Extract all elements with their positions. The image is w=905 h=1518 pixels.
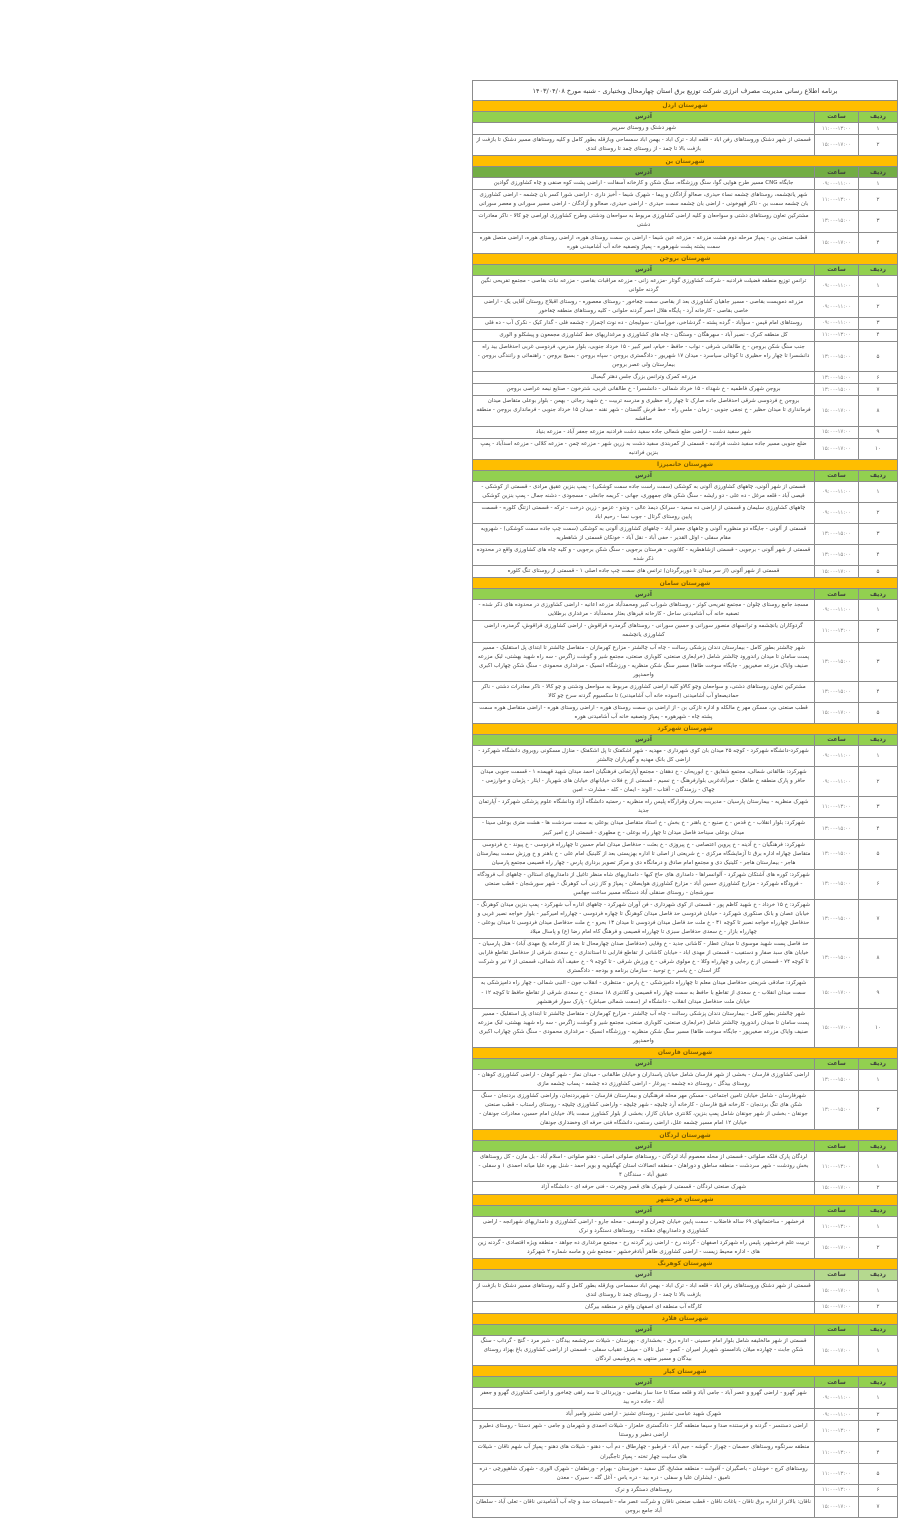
address-cell: کل منطقه کنرک - نصیر آباد - سهرهگان - وستگان - چاه های کشاورزی و مرغداریهای خط کشاورزی مجمعون و پیشکلو و الوری bbox=[473, 329, 815, 341]
section-header: شهرستان اردل bbox=[473, 101, 898, 112]
address-cell: شهرکرد-دانشگاه شهرکرد - کوچه ۲۵ میدان بان کوی شهرداری - مهدیه - شهر اشکفتک تا پل اشکفتک - منازل مسکونی روبروی دانشگاه شهرکرد - اراضی کل بانک مهدیه و گهرباران چالشتر bbox=[473, 746, 815, 767]
time-cell: ۱۵:۰۰-۱۷:۰۰ bbox=[815, 396, 859, 426]
address-cell: شهرک صنعتی لردگان - قسمتی از شهرک های قصر وچغرت - فنی حرفه ای - دانشگاه آزاد bbox=[473, 1182, 815, 1194]
time-cell: ۱۳:۰۰-۱۵:۰۰ bbox=[815, 342, 859, 372]
address-cell: مزرعه کمرک وترانس بزرگ جلس دهتر گیمبال bbox=[473, 372, 815, 384]
table-row bbox=[473, 1421, 898, 1442]
table-row bbox=[473, 1182, 898, 1194]
row-number-cell: ۱ bbox=[859, 1069, 898, 1090]
address-cell: جایگاه CNG مسیر طرح هوایی گوا، سنگ ورزشگاه، سنگ شکن و کارخانه آسفالت - اراضی پشت کوه صنفی و چاه کشاورزی گوادین bbox=[473, 178, 815, 190]
row-number-cell: ۴ bbox=[859, 329, 898, 341]
address-cell: ضلع جنوبی مسیر جاده سفید دشت فرادنبه - قسمتی از کمربندی سفید دشت به زرین شهر - مزرعه چمن - مزرعه کلالی - مزرعه اسدآباد - پمپ بنزین فرادنبه bbox=[473, 438, 815, 459]
table-row bbox=[473, 317, 898, 329]
table-row bbox=[473, 502, 898, 523]
table-row bbox=[473, 329, 898, 341]
address-cell: شهرکرد: بلوار انقلاب - خ قدس - خ صنیع - خ باهنر - خ بخش - خ استاد متقاصل میدان بوعلی به سمت سردشت ها - هشت متری بوعلی سینا - میدان بوعلی سیناحد فاصل میدان تا چهار راه بوعلی - خ مطهری - قسمتی از خ امیر کبیر bbox=[473, 818, 815, 839]
table-row bbox=[473, 1237, 898, 1258]
row-number-cell: ۴ bbox=[859, 232, 898, 253]
row-number-cell: ۱ bbox=[859, 746, 898, 767]
time-cell: ۱۳:۰۰-۱۵:۰۰ bbox=[815, 899, 859, 938]
column-header-row bbox=[473, 264, 898, 275]
time-cell: ۱۱:۰۰-۱۳:۰۰ bbox=[815, 329, 859, 341]
time-cell: ۱۵:۰۰-۱۷:۰۰ bbox=[815, 1301, 859, 1313]
time-cell: ۱۱:۰۰-۱۳:۰۰ bbox=[815, 797, 859, 818]
time-cell: ۰۹:۰۰-۱۱:۰۰ bbox=[815, 1388, 859, 1409]
address-cell: گردوکاران یانچشمه و ترانسهای منصور سورانی و حسین سورانی - روستاهای گرمدره قراقوش - اراضی کشاورزی قراقوش، گرمدره، اراضی کشاورزی یانچشمه bbox=[473, 621, 815, 642]
row-number-cell: ۱۰ bbox=[859, 438, 898, 459]
table-row bbox=[473, 211, 898, 232]
table-row bbox=[473, 1091, 898, 1130]
section-row bbox=[473, 578, 898, 589]
row-number-cell: ۲ bbox=[859, 135, 898, 156]
time-cell: ۱۳:۰۰-۱۵:۰۰ bbox=[815, 545, 859, 566]
table-row bbox=[473, 1280, 898, 1301]
time-header: ساعت bbox=[815, 470, 859, 481]
section-header: شهرستان کیار bbox=[473, 1366, 898, 1377]
address-cell: جنب سنگ شکن بروجن - خ طالقانی شرقی - نواب - حافظ - خیام، امیر کبیر - ۱۵ خرداد جنوبی، بلوار مدرس، فردوسی غربی احدفاصل بید راه دانشسرا تا چهار راه حظیری تا کوتالی سیاسرد - میدان ۱۷ شهریور - دادگستری بروجن - سپاه بروجن - بسیج بروجن - راهنمائی و رانندگی بروجن - بیمارستان ولی عصر بروجن bbox=[473, 342, 815, 372]
row-number-cell: ۵ bbox=[859, 1463, 898, 1484]
row-number-cell: ۲ bbox=[859, 502, 898, 523]
table-row bbox=[473, 1463, 898, 1484]
table-row bbox=[473, 1152, 898, 1182]
address-cell: شهر گهرو - اراضی گهرو و عصر آباد - جامی آباد و قلعه ممکا تا حدا سار بقاصی - وزیردالی تا سه راهی چغاخور و اراضی کشاورزی گهرو و جعفر آباد - جاده دره بید bbox=[473, 1388, 815, 1409]
row-number-cell: ۳ bbox=[859, 1421, 898, 1442]
section-row bbox=[473, 1194, 898, 1205]
row-header: ردیف bbox=[859, 1324, 898, 1335]
table-row bbox=[473, 1388, 898, 1409]
address-header: آدرس bbox=[473, 470, 815, 481]
time-cell: ۱۱:۰۰-۱۳:۰۰ bbox=[815, 621, 859, 642]
time-cell: ۱۵:۰۰-۱۷:۰۰ bbox=[815, 1335, 859, 1365]
row-number-cell: ۲ bbox=[859, 190, 898, 211]
row-number-cell: ۱ bbox=[859, 275, 898, 296]
address-header: آدرس bbox=[473, 167, 815, 178]
time-header: ساعت bbox=[815, 1058, 859, 1069]
time-cell: ۱۳:۰۰-۱۵:۰۰ bbox=[815, 818, 859, 839]
time-cell: ۱۱:۰۰-۱۳:۰۰ bbox=[815, 1484, 859, 1496]
row-number-cell: ۲ bbox=[859, 296, 898, 317]
row-header: ردیف bbox=[859, 112, 898, 123]
address-cell: روستاهای امام قیس - سوآباد - گرده پشته - گردشاخی، خوراسان - سولیجان - ده نوت اچمزار - چشمه فلی - گدار کیک - نکرک آب - ده فلی bbox=[473, 317, 815, 329]
row-number-cell: ۱ bbox=[859, 178, 898, 190]
section-row bbox=[473, 1313, 898, 1324]
time-cell: ۱۳:۰۰-۱۵:۰۰ bbox=[815, 1091, 859, 1130]
column-header-row bbox=[473, 1058, 898, 1069]
time-header: ساعت bbox=[815, 167, 859, 178]
time-cell: ۱۵:۰۰-۱۷:۰۰ bbox=[815, 438, 859, 459]
address-cell: روستاهای دستگرد و نرک bbox=[473, 1484, 815, 1496]
table-row bbox=[473, 438, 898, 459]
table-row bbox=[473, 545, 898, 566]
row-header: ردیف bbox=[859, 167, 898, 178]
time-cell: ۱۱:۰۰-۱۳:۰۰ bbox=[815, 1442, 859, 1463]
address-cell: شهرکرد: فرهنگیان - خ آدینه - خ پروین اعتصامی - خ پیروزی - خ بعثت - حدفاصل میدان امام حسین تا چهارراه فردوسی - خ پیوند - خ فردوسی متقاصل چهاراه اداره برق تا آزمایشگاه مرکزی - خ شریعتی از اصلی تا اداره بهزیستی بعد از کلینیک امام علی - خ باهنر و خ ورزش سمت بیمارستان هاجر - بیمارستان هاجر - کلینیک دی و مجتمع امام صادق و درمانگاه دی و مرکز تصویر برداری پارس - چهار راه قصیمی مجتمع پارسیان bbox=[473, 839, 815, 869]
table-row bbox=[473, 1008, 898, 1047]
table-row bbox=[473, 481, 898, 502]
section-header: شهرستان کوهرنگ bbox=[473, 1258, 898, 1269]
section-row bbox=[473, 1130, 898, 1141]
row-number-cell: ۳ bbox=[859, 317, 898, 329]
section-header: شهرستان سامان bbox=[473, 578, 898, 589]
row-number-cell: ۲ bbox=[859, 1182, 898, 1194]
section-header: شهرستان فرخشهر bbox=[473, 1194, 898, 1205]
address-cell: شهرکرد: صادقی شریعتی حدفاصل میدان معلم تا چهارراه دامپزشکی - خ پارس - منتظری - انقلاب جون - النبی شمالی - چهار راه دامپزشکی به سمت میدان انقلاب - خ سعدی از تقاطع با حافظ به سمت چهار راه قصیمی و کلانتری ۱۸ سعدی - خ سعدی شرقی از تقاطع حافظ تا کوچه ۱۲ - خیابان ملت حدفاصل میدان انقلاب - دانشگاه لر (سمت شمالی صباش) - پارک سوار فرهنشهر bbox=[473, 978, 815, 1008]
row-number-cell: ۱ bbox=[859, 123, 898, 135]
column-header-row bbox=[473, 589, 898, 600]
time-header: ساعت bbox=[815, 1269, 859, 1280]
row-number-cell: ۹ bbox=[859, 978, 898, 1008]
address-header: آدرس bbox=[473, 1058, 815, 1069]
row-number-cell: ۵ bbox=[859, 342, 898, 372]
row-number-cell: ۱ bbox=[859, 1216, 898, 1237]
time-cell: ۱۳:۰۰-۱۵:۰۰ bbox=[815, 681, 859, 702]
row-number-cell: ۴ bbox=[859, 545, 898, 566]
time-cell: ۱۵:۰۰-۱۷:۰۰ bbox=[815, 702, 859, 723]
column-header-row bbox=[473, 1324, 898, 1335]
time-cell: ۱۵:۰۰-۱۷:۰۰ bbox=[815, 978, 859, 1008]
schedule-table-body bbox=[473, 101, 898, 1518]
table-row bbox=[473, 939, 898, 978]
column-header-row bbox=[473, 167, 898, 178]
address-cell: مسجد جامع روستای چلوان - مجتمع تفریحی کوثر - روستاهای شوراب کبیر ومحمدآباد مزرعه اعانیه - اراضی کشاورزی در محدوده های ذکر شده - تصفیه خانه آب آشامیدنی ساحل - کارخانه قیرهای بعثار محمدآباد - مرغداری برطلایی bbox=[473, 600, 815, 621]
address-header: آدرس bbox=[473, 1205, 815, 1216]
table-row bbox=[473, 978, 898, 1008]
time-cell: ۱۳:۰۰-۱۵:۰۰ bbox=[815, 839, 859, 869]
row-number-cell: ۳ bbox=[859, 211, 898, 232]
row-number-cell: ۷ bbox=[859, 384, 898, 396]
time-cell: ۰۹:۰۰-۱۱:۰۰ bbox=[815, 296, 859, 317]
address-cell: چاههای کشاورزی سلیمان و قسمتی از اراضی ده سعید - سرانک دیمذ عالی - وندو - عزمو - زرین درخت - ترکه - قسمتی ازتنگ کلوره - قسمت پایین روستای گرتال - جوب نسا - رحیم اباد bbox=[473, 502, 815, 523]
row-number-cell: ۴ bbox=[859, 681, 898, 702]
section-header: شهرستان شهرکرد bbox=[473, 724, 898, 735]
time-header: ساعت bbox=[815, 1141, 859, 1152]
table-row bbox=[473, 1484, 898, 1496]
row-number-cell: ۲ bbox=[859, 621, 898, 642]
address-cell: اراضی کشاورزی فارسان - بخشی از شهر فارسان شامل خیابان پاسداران و خیابان طالقانی - میدان نماز - شهر کوهان - اراضی کشاورزی کوهان - روستای بیدگل - روستای ده چشمه - پیرغار - اراضی کشاورزی ده چشمه - پساب چشمه مازی bbox=[473, 1069, 815, 1090]
time-header: ساعت bbox=[815, 735, 859, 746]
row-number-cell: ۲ bbox=[859, 767, 898, 797]
address-cell: شهرک شهید عباسی تشنیز - روستای تشنیز - اراضی تشنیز وامیر آباد bbox=[473, 1409, 815, 1421]
row-number-cell: ۴ bbox=[859, 1442, 898, 1463]
time-cell: ۱۵:۰۰-۱۷:۰۰ bbox=[815, 1237, 859, 1258]
section-header: شهرستان لردگان bbox=[473, 1130, 898, 1141]
address-cell: شهرک منظریه - بیمارستان پارسیان - مدیریت بحران وقرارگاه پلیس راه منظریه - رحمتیه دانشگاه آزاد ودانشگاه علوم پزشکی شهرکرد - آپارتمان جدید bbox=[473, 797, 815, 818]
address-cell: کارگاه آب منطقه ای اصفهان واقع در منطقه بیرگان bbox=[473, 1301, 815, 1313]
address-cell: شهرکرد: خ ۱۵ خرداد - خ شهید کاظم پور - قسمتی از کوی شهرداری - فن آوران شهرکرد - چاههای اداره آب شهرکرد - پمپ بنزین میدان کوهرنگ - خیابان عصان و بانک صنکوری شهرکرد - خیابان فردوسی حد فاصل میدان کوهرنگ تا چهاره فردوسی - چهارراه امیرکبیر - بلوار خواجه نصیر غربی و حدفاصل چهارراه خواجه نصیر تا کوچه ۳۱ - خ ملت حد فاصل میدان فردوسی تا میدان ۱۳ بحرو - خ ملت حدفاصل میدان فردوسی تا میدان بوعلی - چهارراه بازار - خ سعدی حدفاصل سبزی تا چهارراه قصیمی و فرهنگ کاه امام رضا (ع) و پاسال میلاد bbox=[473, 899, 815, 938]
address-cell: بروجن شهرک فاطمیه - خ شهداء - ۱۵ خرداد شمالی - دانشسرا - خ طالقانی غربی، شترخون - صنایع نیمه عراصی بروجن bbox=[473, 384, 815, 396]
row-number-cell: ۱ bbox=[859, 481, 898, 502]
table-row bbox=[473, 621, 898, 642]
table-row bbox=[473, 426, 898, 438]
row-number-cell: ۲ bbox=[859, 1091, 898, 1130]
time-cell: ۱۱:۰۰-۱۳:۰۰ bbox=[815, 1216, 859, 1237]
row-number-cell: ۹ bbox=[859, 426, 898, 438]
section-row bbox=[473, 459, 898, 470]
address-cell: قسمتی از شهر آلونی، چاههای کشاورزی آلونی به کوشکی (سمت راست جاده سمت کوشکی) - پمپ بنزین عقیق مرادی - قسمتی از کوشکی - قیصی آباد - قلعه مرغل - ده علی - دو رایشه - سنگ شکن های جمهوری، جهانی - کریمه جانعلی - مسجودی - دشنه جمال - پمپ بنزین کوشکی bbox=[473, 481, 815, 502]
outage-schedule-document bbox=[472, 80, 897, 1518]
row-number-cell: ۱ bbox=[859, 1335, 898, 1365]
address-cell: شهر چالشتر بطور کامل - بیمارستان دندان پزشکی رسالت - چاه آب چالشتر - مزارع کهرمازان - متقاصل چالشتر تا ابتدای پل استقلیک - مسیر پست سامان تا میدان راندورود چالشتر شامل (خرابعاری صنعتی، کلوباری صنعتی، مجتمع شیر و گوشت زاگرس - سه راه شهید بهشتی، لبک مزرعه صنیف وایاک مزرعه صغیرپور - جایگاه سوخت طاها) مسیر سنگ شکن منظریه - ورزشگاه انسیک - مرغداری محمودی - سنگ شکن چهاراب اکبری واحمدپور bbox=[473, 1008, 815, 1047]
section-row bbox=[473, 253, 898, 264]
section-header: شهرستان بن bbox=[473, 156, 898, 167]
time-cell: ۱۵:۰۰-۱۷:۰۰ bbox=[815, 232, 859, 253]
time-header: ساعت bbox=[815, 1377, 859, 1388]
time-header: ساعت bbox=[815, 589, 859, 600]
address-cell: قطب صنعتی بن، مسکن مهر خ مالکله و اداره تازکی بن - از اراضی بن سمت روستای هوره - اراضی روستای هوره - اراضی متقاصل هوره سمت پشته چاه - شهرهوره - پمپاژ وتصفیه خانه آب آشامیدنی هوره bbox=[473, 702, 815, 723]
address-header: آدرس bbox=[473, 112, 815, 123]
address-cell: شهر یانچشمه، روستاهای چشمه نساء حیدری، صعالو آزادگان و پیما - شهرک شیما - آخیز داری - اراضی شورا کسر بان چشمه - اراضی کشاورزی بان چشمه سمت بن - ناکر قهوخونی - اراضی بان چشمه سمت حیدری - اراضی حیدری، صعالو و آزادگان - اراضی مسیر سورانی و معصر سورانی bbox=[473, 190, 815, 211]
column-header-row bbox=[473, 1377, 898, 1388]
row-number-cell: ۲ bbox=[859, 1301, 898, 1313]
title-row bbox=[473, 81, 898, 101]
time-cell: ۱۱:۰۰-۱۳:۰۰ bbox=[815, 190, 859, 211]
table-row bbox=[473, 566, 898, 578]
row-number-cell: ۵ bbox=[859, 702, 898, 723]
address-cell: شهر دشتک و روستای سرپیر bbox=[473, 123, 815, 135]
section-row bbox=[473, 1258, 898, 1269]
address-cell: بروجن خ فردوسی شرقی احدفاصل جاده صارک تا چهار راه حظیری و مدرسه تربیت - خ شهید رجائی - بهمن - بلوار بوعلی متقاصل میدان فرمانداری تا میدان حظیر - خ نجفی جنوبی - زمان - ملس راه - خط فرش گلستان - شهر نقنه - میدان ۱۵ خرداد جنوبی - فرمانداری بروجن - منطقه صافشه bbox=[473, 396, 815, 426]
table-row bbox=[473, 384, 898, 396]
row-number-cell: ۷ bbox=[859, 899, 898, 938]
address-cell: ناقان: بالاتر از اداره برق ناقان - باغات ناقان - قطب صنعتی ناقان و شرکت عصر ماه - تاسیسات سد و چاه آب آشامیدنی ناقان - تعلی آباد - سلطان آباد جامع بروجن bbox=[473, 1496, 815, 1517]
time-header: ساعت bbox=[815, 264, 859, 275]
time-cell: ۱۵:۰۰-۱۷:۰۰ bbox=[815, 426, 859, 438]
row-number-cell: ۲ bbox=[859, 1409, 898, 1421]
time-cell: ۱۱:۰۰-۱۳:۰۰ bbox=[815, 1152, 859, 1182]
section-header: شهرستان فارسان bbox=[473, 1047, 898, 1058]
address-cell: روستاهای کرچ - خوشان - باصگیران - آقبولت - منطقه مشایخ، گل سفید - خوزستان - بهرام - ورنطقان - شهرک الوری - شهرک شاهپورچی - دره نامیق - ایشلران علیا و سفلی - دره بید - دره یاس - آغل گله - سیرک - معدن bbox=[473, 1463, 815, 1484]
address-header: آدرس bbox=[473, 264, 815, 275]
row-header: ردیف bbox=[859, 1141, 898, 1152]
address-cell: قسمتی از شهر مالخلیفه شامل بلوار امام حسینی - اداره برق - بخشداری - بهزستان - شیلات سرچشمه بیدگان - شیر مرد - گنج - گرداب - سنگ شکن جابث - چهارده میلان بادامستو، شهریار امیران - کصو - عیل نالان - میشل عقیاب سفلی - قسمتی از اراضی کشاورزی باغ بهزاد روستای بیدگان و مسیر منتهی به پتروشیمی لردگان bbox=[473, 1335, 815, 1365]
section-row bbox=[473, 101, 898, 112]
table-row bbox=[473, 275, 898, 296]
time-cell: ۱۳:۰۰-۱۵:۰۰ bbox=[815, 869, 859, 899]
row-number-cell: ۱ bbox=[859, 1152, 898, 1182]
column-header-row bbox=[473, 1141, 898, 1152]
address-cell: قسمتی از شهر آلونی (از سر میدان تا دوربرگردان) ترانس های سمت چپ جاده اصلی ۱ - قسمتی از روستای تنگ کلوره bbox=[473, 566, 815, 578]
time-cell: ۱۳:۰۰-۱۵:۰۰ bbox=[815, 384, 859, 396]
table-row bbox=[473, 869, 898, 899]
time-cell: ۰۹:۰۰-۱۱:۰۰ bbox=[815, 178, 859, 190]
time-cell: ۱۳:۰۰-۱۵:۰۰ bbox=[815, 372, 859, 384]
table-row bbox=[473, 1069, 898, 1090]
row-number-cell: ۳ bbox=[859, 797, 898, 818]
address-header: آدرس bbox=[473, 589, 815, 600]
time-cell: ۱۵:۰۰-۱۷:۰۰ bbox=[815, 1280, 859, 1301]
time-cell: ۱۵:۰۰-۱۷:۰۰ bbox=[815, 1496, 859, 1517]
table-row bbox=[473, 839, 898, 869]
table-row bbox=[473, 123, 898, 135]
section-row bbox=[473, 1047, 898, 1058]
address-cell: مشترکین تعاون روستاهای دشتی و سواحعان و کلیه اراضی کشاورزی مربوط به سواحعان ودشتی وطرح کشاورزی اوراصی چو کالا - ناکر معادرات دشتی bbox=[473, 211, 815, 232]
table-row bbox=[473, 1496, 898, 1517]
address-cell: حد فاصل پست شهید موسوی تا میدان عطار - کاشانی جدید - خ وفایی (حدفاصل صدان چهارمحال تا بعد از کارخانه یخ مهدی آباد) - هتل پارسیان - خیابان های سبد صفار و دستفیب - قسمتی از مهدی اباد - خیابان کاشانی از تقاطع فارابی تا استانداری - خ سعدی شرقی از حدفاصل تقاطع فارابی تا کوچه ۷۴ - قسمتی از خ رجایی و چهارراه وکلا - خ مولوی شرقی - خ ورزش شرقی - تا کوچه ۹ - خ حقیف آباد شمالی، قسمتی از ۷ تیر و شرکت گاز استان - خ یاسر - خ توحید - سازمان برنامه و بودجه - دادگستری bbox=[473, 939, 815, 978]
time-cell: ۱۱:۰۰-۱۳:۰۰ bbox=[815, 1421, 859, 1442]
section-row bbox=[473, 156, 898, 167]
address-cell: قطب صنعتی بن - پمپاژ مرحله دوم هشت مزرعه - مزرعه عین شیما - اراضی بن سمت روستای هوره، اراضی روستای هوره، اراضی متصل هوره سمت پشته پشت شهرهوره - پمپاژ وتصفیه خانه آب آشامیدنی هوره bbox=[473, 232, 815, 253]
address-cell: فرخشهر - ساختمانهای ۶۹ ساله فاضلاب - سمت پایین خیابان چمران و لوسفی - محله جارو - اراضی کشاورزی و دامداریهای شهرانجه - اراضی کشاورزی و دامداریهای دهکده - روستاهای دستگرد و نرک bbox=[473, 1216, 815, 1237]
address-cell: شهر چالشتر بطور کامل - بیمارستان دندان پزشکی رسالت - چاه آب چالشتر - مزارع کهرمازان - متقاصل چالشتر تا ابتدای پل استقلیک - مسیر پست سامان تا میدان راندورود چالشتر شامل (خرابعاری صنعتی، کلوباری صنعتی، مجتمع شیر و گوشت زاگرس - سه راه شهید بهشتی، لبک مزرعه صنیف وایاک مزرعه صغیرپور - جایگاه سوخت طاها) مسیر سنگ شکن منظریه - ورزشگاه انسیک - مرغداری محمودی - سنگ شکن چهاراب اکبری واحمدپور bbox=[473, 642, 815, 681]
time-header: ساعت bbox=[815, 1205, 859, 1216]
row-header: ردیف bbox=[859, 1058, 898, 1069]
table-row bbox=[473, 296, 898, 317]
time-cell: ۰۹:۰۰-۱۱:۰۰ bbox=[815, 600, 859, 621]
table-row bbox=[473, 342, 898, 372]
row-number-cell: ۶ bbox=[859, 372, 898, 384]
table-row bbox=[473, 702, 898, 723]
time-cell: ۱۵:۰۰-۱۷:۰۰ bbox=[815, 566, 859, 578]
row-number-cell: ۱ bbox=[859, 600, 898, 621]
address-header: آدرس bbox=[473, 1324, 815, 1335]
column-header-row bbox=[473, 1269, 898, 1280]
address-header: آدرس bbox=[473, 1377, 815, 1388]
section-header: شهرستان خانمیرزا bbox=[473, 459, 898, 470]
time-header: ساعت bbox=[815, 112, 859, 123]
table-row bbox=[473, 1409, 898, 1421]
row-header: ردیف bbox=[859, 470, 898, 481]
table-row bbox=[473, 178, 898, 190]
address-header: آدرس bbox=[473, 735, 815, 746]
row-header: ردیف bbox=[859, 735, 898, 746]
row-number-cell: ۱ bbox=[859, 1280, 898, 1301]
time-cell: ۰۹:۰۰-۱۱:۰۰ bbox=[815, 1409, 859, 1421]
address-cell: مشترکین تعاون روستاهای دشتی، و سواحعان وچو کالاو کلیه اراضی کشاورزی مربوط به سواحعل ودشتی و چو کالا - ناکر معادرات دشتی - ناکر حمادیصعاو آب آشامیدنی (اسوده خانه آب آشامیدنی) تا سکسیوم گردنه سرخ چو کالا bbox=[473, 681, 815, 702]
address-cell: ترانس توزیع منطقه فضیلت فرادنبه - شرکت کشاورزی گوتار -مزرعه زانی - مزرعه مراقبات بقاصی - مزرعه نبات بقاصی - مجتمع تفریحی نگین گردنه حلوانی bbox=[473, 275, 815, 296]
address-cell: قسمتی از آلونی - جایگاه دو منظوره آلونی و چاههای جعفر آباد - چاههای کشاورزی آلونی به کوشکی (سمت چپ جاده سمت کوشکی) - شهرویه مقام سفلی - اوئل القدیر - حفی آباد - نقل آباد - خونکان قسمتی از شاهطریه bbox=[473, 523, 815, 544]
row-number-cell: ۳ bbox=[859, 523, 898, 544]
time-header: ساعت bbox=[815, 1324, 859, 1335]
address-header: آدرس bbox=[473, 1141, 815, 1152]
address-cell: منطقه سرتگوه روستاهای حصمان - چهراز - گوشه - جیم آباد - قرطبو - چهارطاق - دم آب - دهنو - شیلات های دهنو - پمپاژ آب شهم ناقان - شیلات های سانیت چهار تخته - پمپاژ تاجگیران bbox=[473, 1442, 815, 1463]
column-header-row bbox=[473, 112, 898, 123]
column-header-row bbox=[473, 1205, 898, 1216]
time-cell: ۰۹:۰۰-۱۱:۰۰ bbox=[815, 767, 859, 797]
page-title: برنامه اطلاع رسانی مدیریت مصرف انرژی شرکت توزیع برق استان چهارمحال وبختیاری - شنبه مورخ ۱۴۰۳/۰۴/۰۸ bbox=[473, 81, 898, 101]
table-row bbox=[473, 797, 898, 818]
table-row bbox=[473, 523, 898, 544]
address-cell: شهرکرد: کوره های آشتکان شهرکرد - آلوانسراها - دامداری های حاج کیها - دامداریهای شاه منظر تاغیل از دامداریهای استالن - چاههای آب فرودگاه - فرودگاه شهرکرد - مزارع کشاورزی حسین آباد - مزارع کشاورزی هوایصلان - پمپاژ و کاز زنی آب کوهرنگ - شهر سورشجان - قطب صنعتی سورشجان - روستای صنقلی آباد دستگاه مسیر ساعت جهانس bbox=[473, 869, 815, 899]
row-number-cell: ۵ bbox=[859, 839, 898, 869]
table-row bbox=[473, 135, 898, 156]
table-row bbox=[473, 1442, 898, 1463]
table-row bbox=[473, 1335, 898, 1365]
address-header: آدرس bbox=[473, 1269, 815, 1280]
address-cell: تربیت علم فرخشهر، پلیس راه شهرکرد اصفهان - گردنه رخ - اراضی زیر گردنه رخ - مجتمع مرغداری ده جواهد - منطقه ویژه اقتصادی - گردنه زین های - اداره محیط زیست - اراضی کشاورزی طاهر آبادفرخشهر - مجتمع شن و ماسه شماره ۲ شهرکرد bbox=[473, 1237, 815, 1258]
row-header: ردیف bbox=[859, 264, 898, 275]
address-cell: قسمتی از شهر دشتک وروستاهای رفن اباد - قلعه اباد - ترک اباد - بهمن اباد سمساحی وبازقله بطور کامل و کلیه روستاهای مسیر دشتک تا بازفت از بازفت بالا تا چمد - از روستای چمد تا روستای لندی bbox=[473, 1280, 815, 1301]
table-row bbox=[473, 899, 898, 938]
column-header-row bbox=[473, 735, 898, 746]
address-cell: مزرعه دمویست بقاصی - مسیر جاهیان کشاورزی بعد از بقاصی سمت چغاخور - روستای معصوره - روستای اقبلاج روستان آقایی یک - اراضی خاصی بقاصی - کارخانه آرد - پایگاه هلال احمر گردنه حلوانی - کلیه روستاهای منطقه چغاخور bbox=[473, 296, 815, 317]
row-number-cell: ۳ bbox=[859, 642, 898, 681]
row-number-cell: ۷ bbox=[859, 1496, 898, 1517]
address-cell: قسمتی از شهر دشتک وروستاهای رفن اباد - قلعه اباد - ترک اباد - بهمن اباد سمساحی وبازقله بطور کامل و کلیه روستاهای مسیر دشتک تا بازفت از بازفت بالا تا چمد - از روستای چمد تا روستای لندی bbox=[473, 135, 815, 156]
row-number-cell: ۱ bbox=[859, 1388, 898, 1409]
address-cell: شهرکرد: طالقانی شمالی، مجتمع شقایق - خ ابوریحان - خ دهقان - مجتمع آپارتمانی فرهنگیان احمد میدان شهید قهیمده ۱ - قسمت جنوبی میدان حافر و پارک منطقه خ طاهک - میرآبادغربی بلوارفرهنگ - خ نسیم - قسمتی از خ فلات خیابانهای خیابان های شهریار - ایثار - پژمان و خوارزمی - چهاک - رزمندگان - آفتاب - الوند - ایمان - کله - مشارت - امین bbox=[473, 767, 815, 797]
time-cell: ۱۳:۰۰-۱۵:۰۰ bbox=[815, 642, 859, 681]
outage-schedule-table bbox=[472, 80, 898, 1518]
table-row bbox=[473, 372, 898, 384]
time-cell: ۱۳:۰۰-۱۵:۰۰ bbox=[815, 1069, 859, 1090]
time-cell: ۰۹:۰۰-۱۱:۰۰ bbox=[815, 746, 859, 767]
row-number-cell: ۶ bbox=[859, 1484, 898, 1496]
table-row bbox=[473, 1216, 898, 1237]
table-row bbox=[473, 681, 898, 702]
time-cell: ۱۳:۰۰-۱۵:۰۰ bbox=[815, 211, 859, 232]
time-cell: ۱۵:۰۰-۱۷:۰۰ bbox=[815, 1182, 859, 1194]
row-number-cell: ۵ bbox=[859, 566, 898, 578]
address-cell: قسمتی از شهر آلونی - برجویی - قسمتی ازشاهطریه - کلانویی - هرستان برجویی - سنگ شکن برجویی - و کلیه چاه های کشاورزی واقع در محدوده ذکر شده bbox=[473, 545, 815, 566]
time-cell: ۱۱:۰۰-۱۳:۰۰ bbox=[815, 123, 859, 135]
row-number-cell: ۶ bbox=[859, 869, 898, 899]
time-cell: ۰۹:۰۰-۱۱:۰۰ bbox=[815, 317, 859, 329]
section-row bbox=[473, 1366, 898, 1377]
table-row bbox=[473, 396, 898, 426]
time-cell: ۰۹:۰۰-۱۱:۰۰ bbox=[815, 481, 859, 502]
table-row bbox=[473, 746, 898, 767]
address-cell: اراضی دستنسر - گردنه و فرستنده صدا و سیما منطقه گنار - دادگستری خلعزار - شیلات احمدی و شهرمان و جامی - شهر دستنا - روستای دطیرو اراضی دطیر و روستنا bbox=[473, 1421, 815, 1442]
table-row bbox=[473, 818, 898, 839]
table-row bbox=[473, 767, 898, 797]
row-number-cell: ۲ bbox=[859, 1237, 898, 1258]
time-cell: ۱۳:۰۰-۱۵:۰۰ bbox=[815, 939, 859, 978]
time-cell: ۱۳:۰۰-۱۵:۰۰ bbox=[815, 523, 859, 544]
time-cell: ۰۹:۰۰-۱۱:۰۰ bbox=[815, 502, 859, 523]
time-cell: ۱۵:۰۰-۱۷:۰۰ bbox=[815, 1008, 859, 1047]
row-header: ردیف bbox=[859, 1377, 898, 1388]
table-row bbox=[473, 600, 898, 621]
row-header: ردیف bbox=[859, 1205, 898, 1216]
row-number-cell: ۸ bbox=[859, 396, 898, 426]
table-row bbox=[473, 232, 898, 253]
time-cell: ۰۹:۰۰-۱۱:۰۰ bbox=[815, 275, 859, 296]
section-row bbox=[473, 724, 898, 735]
time-cell: ۱۱:۰۰-۱۳:۰۰ bbox=[815, 1463, 859, 1484]
section-header: شهرستان فلارد bbox=[473, 1313, 898, 1324]
table-row bbox=[473, 642, 898, 681]
address-cell: شهرفارسان - شامل خیابان تامین اجتماعی - مسکن مهر محله فرهنگیان و بیمارستان فارسان - شهربردنجان، واراضی کشاورزی بردنجان - سنگ شکن های تنگ بردنجان - کارخانه قیچ فارسان - کارخانه آرد چلیچه - شهر چلیچه - واراضی کشاورزی چلیچه - روستای راستاب - قطب صنعتی جونقان - بخشی از شهر جونقان شامل پمپ بنزین، کلانتری خیابان کازار، بخشی از بلوار کشاورز سمت بالا، خیابان امام حسین، معادرات جونقان - خیابان ۱۲ امام مسیر چشمه علل، اراضی رستمی، دانشگاه فنی حرفه ای وخضداری جونقان bbox=[473, 1091, 815, 1130]
row-header: ردیف bbox=[859, 1269, 898, 1280]
row-header: ردیف bbox=[859, 589, 898, 600]
table-row bbox=[473, 190, 898, 211]
table-row bbox=[473, 1301, 898, 1313]
address-cell: لردگان پارک فلکه صلواتی - قسمتی از محله معصوم آباد لردگان - روستاهای صلواتی اصلی - دهنو صلواتی - اسلام آباد - بل مازن - کل روستاهای بخش رودشت - شهر سردشت - منطقه ساطق و دوراهان - منطقه اتصالات استان کهگیلویه و بویر احمد - شنل بهره علیا میانه احمدی ۱ و سفلی - عقیق آباد - سندگان ۴ bbox=[473, 1152, 815, 1182]
column-header-row bbox=[473, 470, 898, 481]
row-number-cell: ۸ bbox=[859, 939, 898, 978]
section-header: شهرستان بروجن bbox=[473, 253, 898, 264]
row-number-cell: ۱۰ bbox=[859, 1008, 898, 1047]
address-cell: شهر سفید دشت - اراضی ضلع شمالی جاده سفید دشت فرادنبه مزرعه جعفر آباد - مزرعه بنیاد bbox=[473, 426, 815, 438]
time-cell: ۱۵:۰۰-۱۷:۰۰ bbox=[815, 135, 859, 156]
row-number-cell: ۴ bbox=[859, 818, 898, 839]
